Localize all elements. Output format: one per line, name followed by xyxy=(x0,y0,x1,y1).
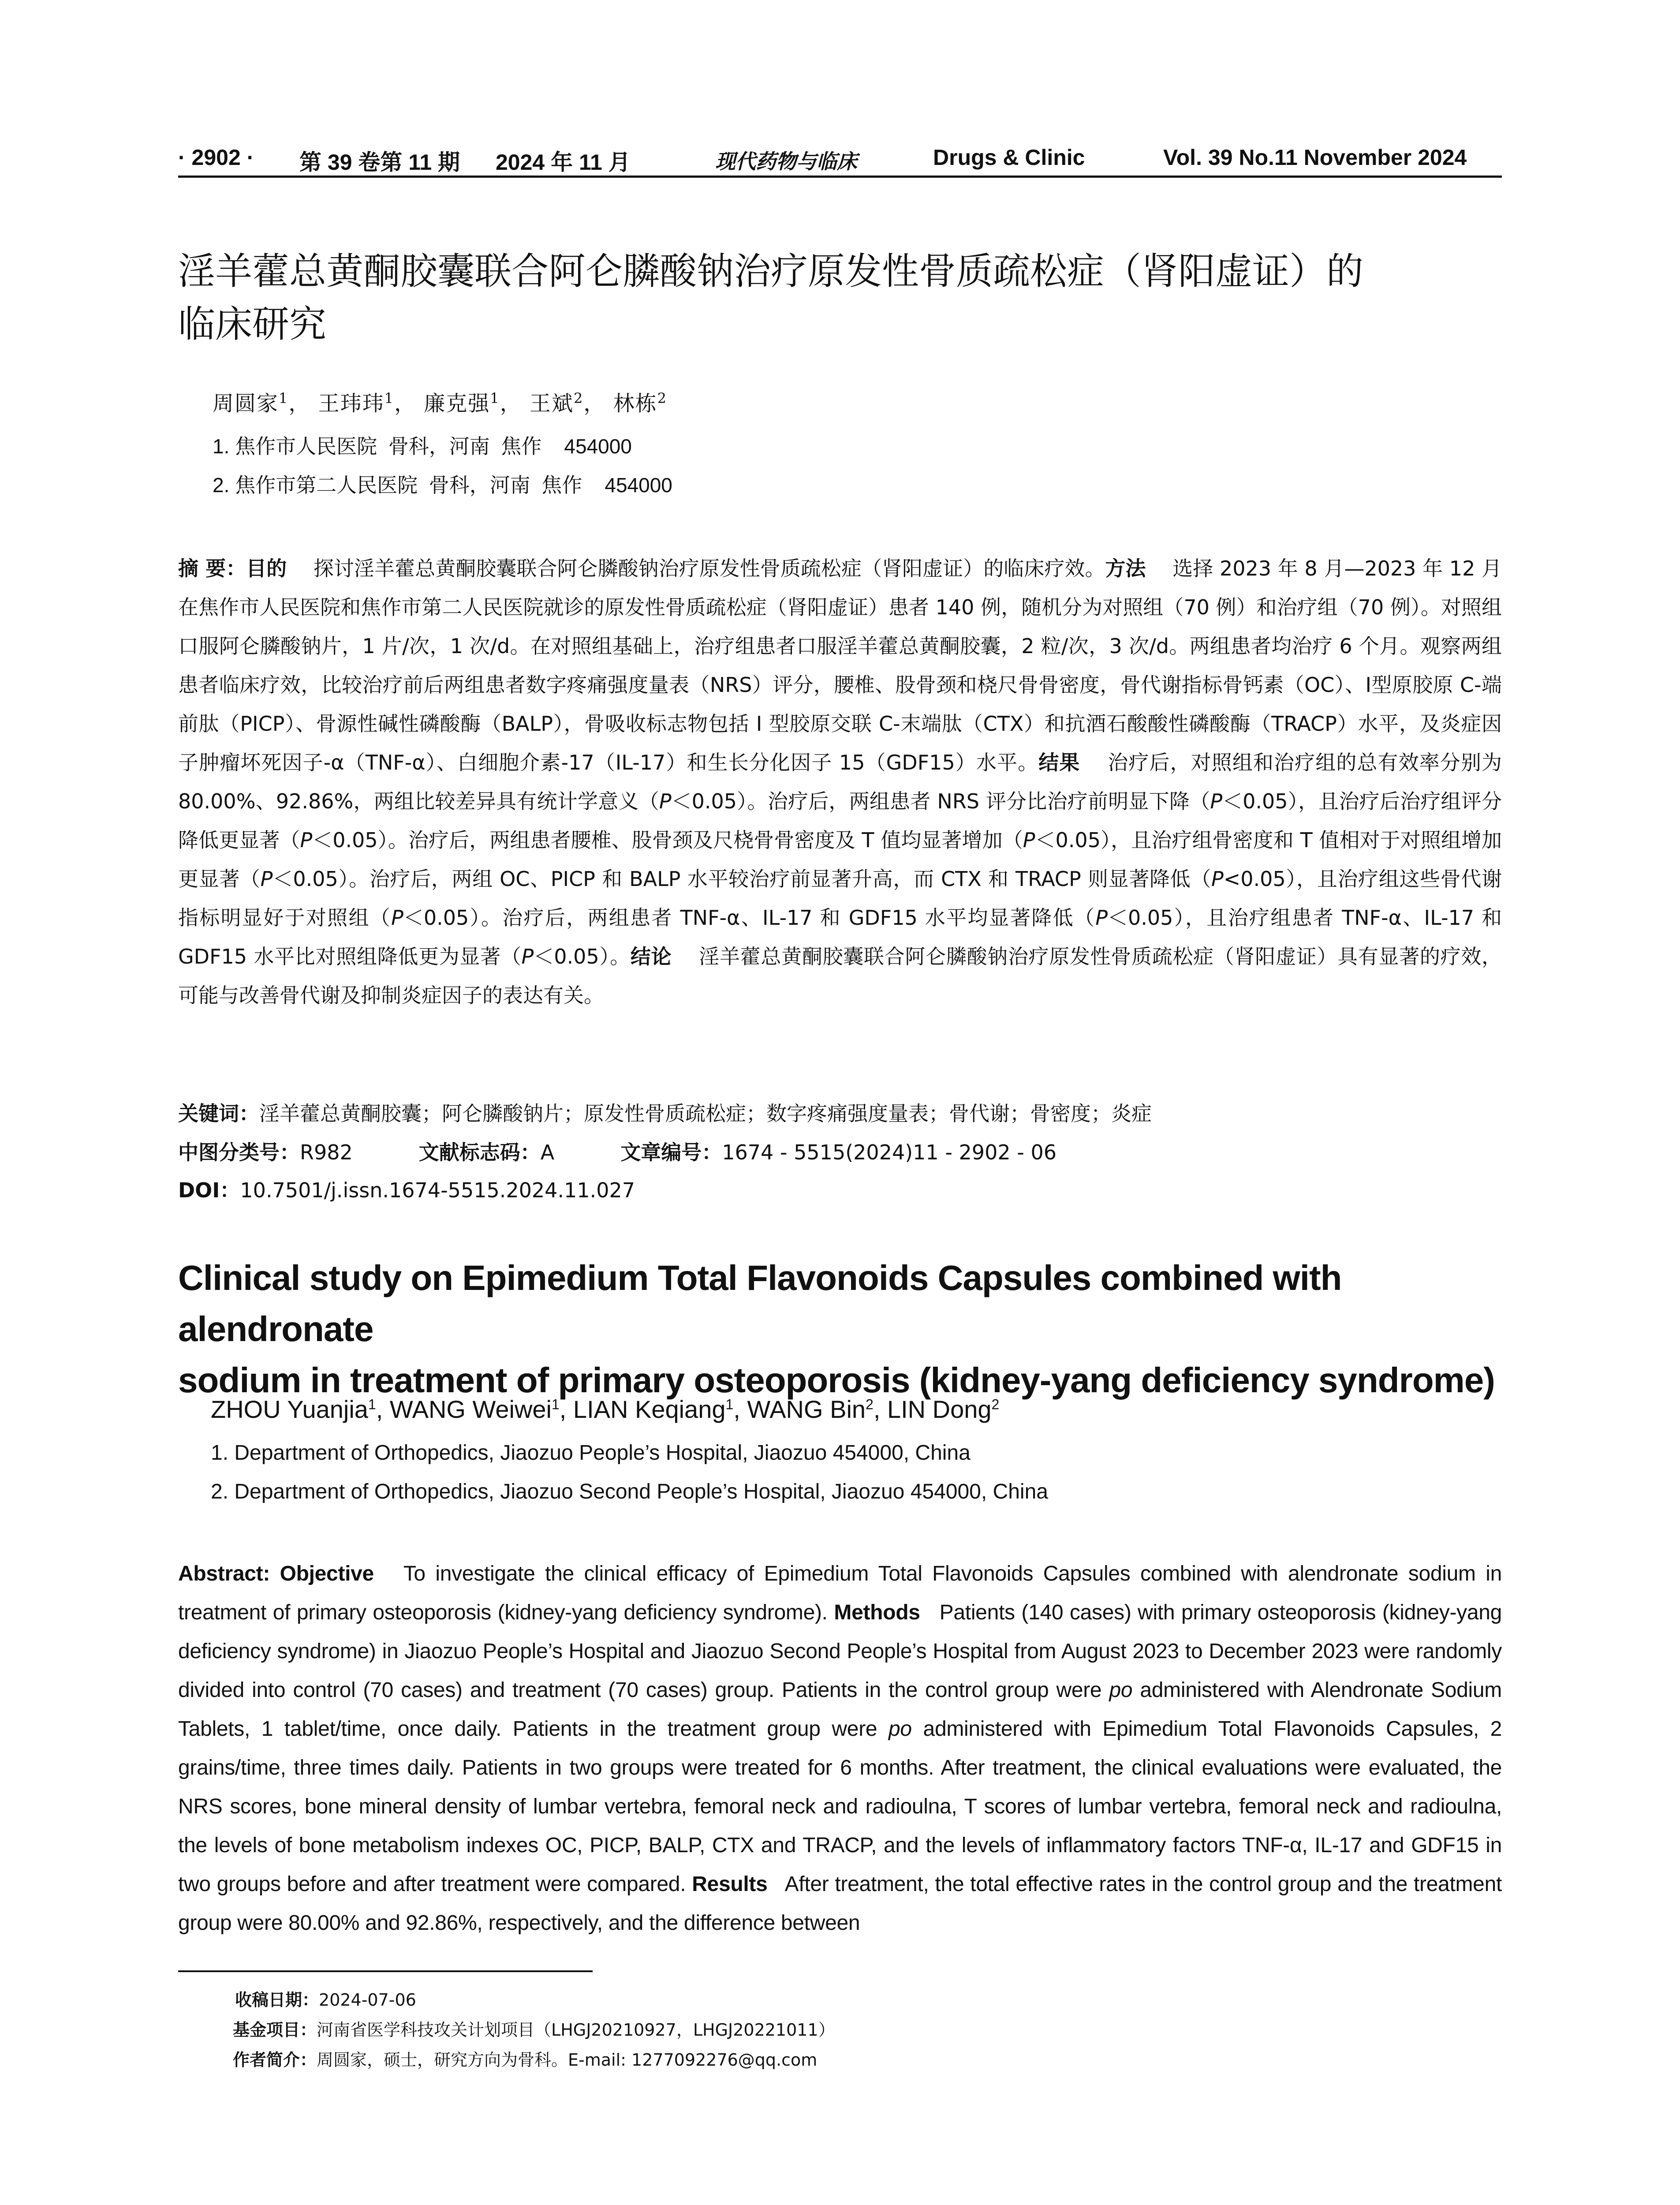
conclusion-label: 结论 xyxy=(630,945,672,968)
article-number-label: 文章编号： xyxy=(620,1140,722,1164)
author-affiliation-mark: 2 xyxy=(657,390,667,407)
header-volume-cn: 第 39 卷第 11 期 xyxy=(299,150,460,175)
author-name: LIN Dong xyxy=(887,1395,992,1423)
article-number-value: 1674 - 5515(2024)11 - 2902 - 06 xyxy=(722,1140,1057,1164)
p-symbol: P xyxy=(1023,828,1035,852)
affiliation-chinese-2: 2. 焦作市第二人民医院 骨科，河南 焦作 454000 xyxy=(213,474,672,497)
title-chinese-line1: 淫羊藿总黄酮胶囊联合阿仑膦酸钠治疗原发性骨质疏松症（肾阳虚证）的 xyxy=(178,250,1364,293)
p-symbol: P xyxy=(521,945,534,968)
footnote-author-bio xyxy=(233,2047,1467,2073)
header-rule xyxy=(178,176,1502,178)
author-affiliation-mark: 1 xyxy=(552,1396,560,1413)
results-text: 治疗后，对照组和治疗组的总有效率分别为 80.00%、92.86%，两组比较差异具有统计学意义（ xyxy=(178,751,1502,813)
p-symbol: P xyxy=(1211,867,1224,891)
po-term: po xyxy=(889,1717,912,1741)
doi-value[interactable]: 10.7501/j.issn.1674-5515.2024.11.027 xyxy=(240,1178,635,1202)
p-symbol: P xyxy=(1210,789,1223,813)
keywords-text: 淫羊藿总黄酮胶囊；阿仑膦酸钠片；原发性骨质疏松症；数字疼痛强度量表；骨代谢；骨密度；炎症 xyxy=(259,1102,1152,1125)
methods-label: 方法 xyxy=(1105,557,1146,580)
title-chinese-line2: 临床研究 xyxy=(178,303,327,346)
results-text: ＜0.05）。治疗后，两组患者腰椎、股骨颈及尺桡骨骨密度及 T 值均显著增加（ xyxy=(312,828,1023,852)
results-text: ＜0.05），且治疗后治疗组评分降低更显著（ xyxy=(178,789,1502,852)
received-label: 收稿日期： xyxy=(235,1990,319,2010)
author-name: ZHOU Yuanjia xyxy=(211,1395,368,1423)
header-page-number: · 2902 · xyxy=(178,145,254,170)
author-affiliation-mark: 1 xyxy=(279,390,289,407)
results-label: 结果 xyxy=(1038,751,1080,774)
author-name: 林栋 xyxy=(613,391,657,416)
author-affiliation-mark: 1 xyxy=(725,1396,734,1413)
abstract-label: 摘 要： xyxy=(178,557,246,580)
author-affiliation-mark: 2 xyxy=(573,390,584,407)
keywords-label: 关键词： xyxy=(178,1102,259,1125)
header-journal-cn: 现代药物与临床 xyxy=(715,149,857,173)
header-volume-en: Vol. 39 No.11 November 2024 xyxy=(1163,145,1467,170)
title-english xyxy=(178,1252,1510,1406)
clc-label: 中图分类号： xyxy=(178,1140,300,1164)
results-text: ＜0.05）。治疗后，两组患者 TNF-α、IL-17 和 GDF15 水平均显著降低（ xyxy=(403,906,1096,930)
author-name: LIAN Keqiang xyxy=(573,1395,726,1423)
author-affiliation-mark: 1 xyxy=(384,390,395,407)
classification-line xyxy=(178,1137,1502,1168)
doc-code-label: 文献标志码： xyxy=(418,1140,541,1164)
fund-text: 河南省医学科技攻关计划项目（LHGJ20210927，LHGJ20221011） xyxy=(317,2020,835,2040)
methods-text: 选择 2023 年 8 月—2023 年 12 月在焦作市人民医院和焦作市第二人民医院就诊的原发性骨质疏松症（肾阳虚证）患者 140 例，随机分为对照组（70 例）和治疗组（70 例）。对照组口服阿仑膦酸钠片，1 片/次，1 次/d。在对照组基础上，治疗组患者口服淫羊藿总黄酮胶囊，2 粒/次，3 次/d。两组患者均治疗 6 个月。观察两组患者临床疗效，比较治疗前后两组患者数字疼痛强度量表（NRS）评分，腰椎、股骨颈和桡尺骨骨密度，骨代谢指标骨钙素（OC）、Ⅰ型原胶原 C-端前肽（PICP）、骨源性碱性磷酸酶（BALP），骨吸收标志物包括 I 型胶原交联 C-末端肽（CTX）和抗酒石酸酸性磷酸酶（TRACP）水平，及炎症因子肿瘤坏死因子-α（TNF-α）、白细胞介素-17（IL-17）和生长分化因子 15（GDF15）水平。 xyxy=(178,557,1502,774)
affiliation-chinese-1: 1. 焦作市人民医院 骨科，河南 焦作 454000 xyxy=(213,435,632,458)
results-text: ＜0.05）。治疗后，两组患者 NRS 评分比治疗前明显下降（ xyxy=(671,789,1210,813)
results-label: Results xyxy=(692,1872,768,1896)
affiliation-english-2: 2. Department of Orthopedics, Jiaozuo Second People’s Hospital, Jiaozuo 454000, China xyxy=(211,1480,1048,1503)
title-english-line1: Clinical study on Epimedium Total Flavonoids Capsules combined with alendronate xyxy=(178,1258,1342,1349)
p-symbol: P xyxy=(659,789,672,813)
footnote-received xyxy=(235,1987,1470,2013)
po-term: po xyxy=(1109,1678,1133,1702)
author-affiliation-mark: 1 xyxy=(490,390,500,407)
authors-english: ZHOU Yuanjia$^1$, WANG Weiwei$^1$, LIAN Keqiang$^1$, WANG Bin$^2$, LIN Dong$^2$ xyxy=(211,1395,1000,1423)
bio-label: 作者简介： xyxy=(233,2050,317,2070)
p-symbol: P xyxy=(300,828,313,852)
author-name: WANG Bin xyxy=(747,1395,866,1423)
clc-value: R982 xyxy=(300,1140,353,1164)
doc-code-value: A xyxy=(540,1140,555,1164)
objective-label: 目的 xyxy=(246,557,287,580)
author-name: 廉克强 xyxy=(424,391,490,416)
author-name: 王斌 xyxy=(529,391,574,416)
header-date-cn: 2024 年 11 月 xyxy=(496,150,631,175)
bio-text: 周圆家，硕士，研究方向为骨科。E-mail: 1277092276@qq.com xyxy=(317,2050,818,2070)
keywords-line xyxy=(178,1098,1502,1129)
running-header xyxy=(178,140,1502,177)
results-text: ＜0.05），且治疗组骨密度和 T 值相对于对照组增加更显著（ xyxy=(178,828,1502,891)
methods-text: administered with Alendronate Sodium Tablets, 1 tablet/time, once daily. Patients in the treatment group were xyxy=(178,1678,1502,1741)
results-text: <0.05），且治疗组这些骨代谢指标明显好于对照组（ xyxy=(178,867,1502,930)
author-affiliation-mark: 2 xyxy=(866,1396,874,1413)
p-symbol: P xyxy=(391,906,403,930)
objective-text: 探讨淫羊藿总黄酮胶囊联合阿仑膦酸钠治疗原发性骨质疏松症（肾阳虚证）的临床疗效。 xyxy=(313,557,1105,580)
conclusion-text: 淫羊藿总黄酮胶囊联合阿仑膦酸钠治疗原发性骨质疏松症（肾阳虚证）具有显著的疗效，可能与改善骨代谢及抑制炎症因子的表达有关。 xyxy=(178,945,1502,1007)
objective-text: To investigate the clinical efficacy of Epimedium Total Flavonoids Capsules combined with alendronate sodium in treatment of primary osteoporosis (kidney-yang deficiency syndrome). xyxy=(178,1562,1502,1624)
title-english-line2: sodium in treatment of primary osteoporosis (kidney-yang deficiency syndrome) xyxy=(178,1360,1495,1400)
p-symbol: P xyxy=(1095,906,1108,930)
doi-line xyxy=(178,1175,1502,1206)
doi-label: DOI： xyxy=(178,1178,240,1202)
objective-label: Objective xyxy=(280,1562,374,1585)
authors-chinese: 周圆家$^1$， 王玮玮$^1$， 廉克强$^1$， 王斌$^2$， 林栋$^2$ xyxy=(213,390,667,416)
abstract-english xyxy=(178,1555,1502,1943)
results-text: ＜0.05）。治疗后，两组 OC、PICP 和 BALP 水平较治疗前显著升高，而 CTX 和 TRACP 则显著降低（ xyxy=(273,867,1211,891)
author-affiliation-mark: 2 xyxy=(991,1396,1000,1413)
p-symbol: P xyxy=(260,867,273,891)
author-name: 周圆家 xyxy=(213,391,279,416)
methods-text: administered with Epimedium Total Flavonoids Capsules, 2 grains/time, three times daily. Patients in two groups were treated for 6 months. After treatment, the clinical evaluations were evaluated, the NRS scores, bone mineral density of lumbar vertebra, femoral neck and radioulna, T scores of lumbar vertebra, femoral neck and radioulna, the levels of bone metabolism indexes OC, PICP, BALP, CTX and TRACP, and the levels of inflammatory factors TNF-α, IL-17 and GDF15 in two groups before and after treatment were compared. xyxy=(178,1717,1502,1896)
received-date: 2024-07-06 xyxy=(319,1990,416,2010)
footnote-rule xyxy=(178,1970,593,1972)
results-text: ＜0.05）。 xyxy=(534,945,631,968)
fund-label: 基金项目： xyxy=(233,2020,317,2040)
author-name: WANG Weiwei xyxy=(389,1395,552,1423)
footnote-fund xyxy=(233,2017,1467,2043)
affiliation-english-1: 1. Department of Orthopedics, Jiaozuo People’s Hospital, Jiaozuo 454000, China xyxy=(211,1441,971,1465)
methods-label: Methods xyxy=(834,1601,920,1624)
title-chinese xyxy=(178,245,1501,351)
author-name: 王玮玮 xyxy=(318,391,385,416)
abstract-chinese xyxy=(178,549,1502,1015)
abstract-label: Abstract: xyxy=(178,1562,270,1585)
results-text: ＜0.05），且治疗组患者 TNF-α、IL-17 和 GDF15 水平比对照组降低更为显著（ xyxy=(178,906,1502,968)
header-journal-en: Drugs & Clinic xyxy=(933,145,1085,170)
methods-text: Patients (140 cases) with primary osteoporosis (kidney-yang deficiency syndrome) in Jiaozuo People’s Hospital and Jiaozuo Second People’s Hospital from August 2023 to December 2023 were randomly divided into control (70 cases) and treatment (70 cases) group. Patients in the control group were xyxy=(178,1601,1502,1702)
results-text: After treatment, the total effective rates in the control group and the treatment group were 80.00% and 92.86%, respectively, and the difference between xyxy=(178,1872,1502,1935)
author-affiliation-mark: 1 xyxy=(368,1396,376,1413)
